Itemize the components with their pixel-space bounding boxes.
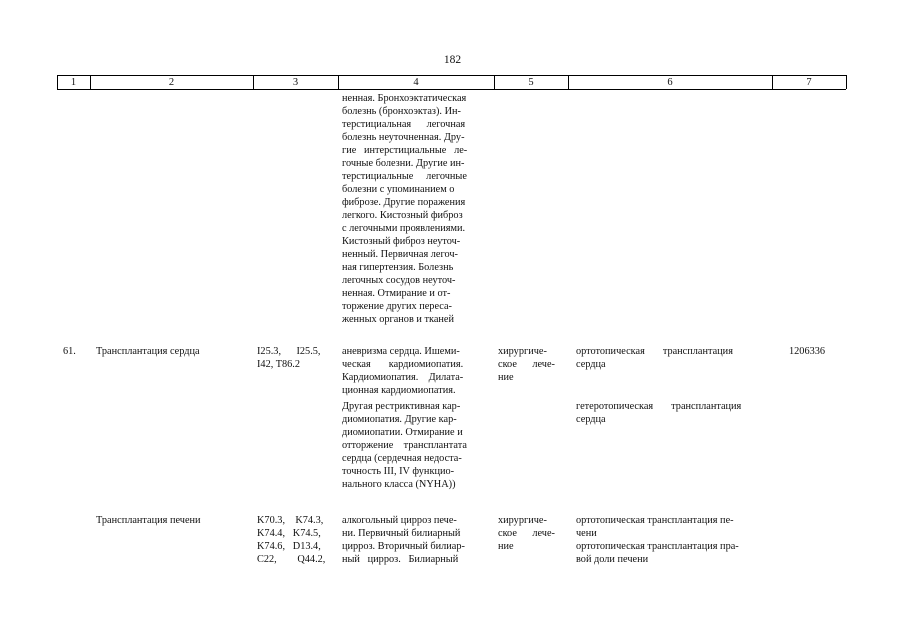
text-line: ционная кардиомиопатия. xyxy=(342,385,456,396)
text-line: гетеротопическая трансплантация xyxy=(576,401,742,412)
text-line: сердца (сердечная недоста- xyxy=(342,453,462,464)
text-line: I25.3, I25.5, xyxy=(257,346,321,357)
text-line: C22, Q44.2, xyxy=(257,554,326,565)
text-line: болезнь неуточненная. Дру- xyxy=(342,132,465,143)
text-line: ортотопическая трансплантация пе- xyxy=(576,515,734,526)
text-line: Кардиомиопатия. Дилата- xyxy=(342,372,464,383)
procedure-name: Трансплантация сердца xyxy=(96,346,200,357)
text-line: ортотопическая трансплантация пра- xyxy=(576,541,739,552)
text-line: ское лече- xyxy=(498,359,555,370)
text-line: диомиопатия. Другие кар- xyxy=(342,414,457,425)
text-line: хирургиче- xyxy=(498,515,547,526)
column-number: 1 xyxy=(70,77,77,88)
text-line: точность III, IV функцио- xyxy=(342,466,455,477)
text-line: легочных сосудов неуточ- xyxy=(342,275,456,286)
table-header-rule xyxy=(57,89,846,90)
text-line: ненная. Отмирание и от- xyxy=(342,288,451,299)
text-line: болезни с упоминанием о xyxy=(342,184,455,195)
text-line: хирургиче- xyxy=(498,346,547,357)
text-line: фиброзе. Другие поражения xyxy=(342,197,466,208)
text-line: гочные болезни. Другие ин- xyxy=(342,158,465,169)
column-number: 2 xyxy=(168,77,175,88)
cost-value: 1206336 xyxy=(789,346,826,357)
column-number: 3 xyxy=(292,77,299,88)
text-line: нального класса (NYHA)) xyxy=(342,479,456,490)
text-line: алкогольный цирроз пече- xyxy=(342,515,457,526)
column-number: 5 xyxy=(528,77,534,88)
text-line: I42, T86.2 xyxy=(257,359,300,370)
text-line: вой доли печени xyxy=(576,554,649,565)
text-line: женных органов и тканей xyxy=(342,314,454,325)
text-line: гие интерстициальные ле- xyxy=(342,145,468,156)
text-line: терстициальные легочные xyxy=(342,171,467,182)
text-line: Кистозный фиброз неуточ- xyxy=(342,236,461,247)
text-line: чени xyxy=(576,528,597,539)
column-number: 4 xyxy=(413,77,419,88)
text-line: ское лече- xyxy=(498,528,555,539)
text-line: ние xyxy=(498,372,514,383)
text-line: отторжение трансплантата xyxy=(342,440,467,451)
procedure-name: Трансплантация печени xyxy=(96,515,201,526)
text-line: ни. Первичный билиарный xyxy=(342,528,461,539)
text-line: аневризма сердца. Ишеми- xyxy=(342,346,460,357)
text-line: ческая кардиомиопатия. xyxy=(342,359,464,370)
text-line: K74.4, K74.5, xyxy=(257,528,321,539)
text-line: ненная. Бронхоэктатическая xyxy=(342,93,467,104)
text-line: K74.6, D13.4, xyxy=(257,541,321,552)
column-number: 6 xyxy=(667,77,673,88)
text-line: цирроз. Вторичный билиар- xyxy=(342,541,465,552)
text-line: ненный. Первичная легоч- xyxy=(342,249,458,260)
text-line: торжение других переса- xyxy=(342,301,452,312)
text-line: терстициальная легочная xyxy=(342,119,466,130)
row-number: 61. xyxy=(63,346,76,357)
text-line: диомиопатии. Отмирание и xyxy=(342,427,463,438)
text-line: болезнь (бронхоэктаз). Ин- xyxy=(342,106,461,117)
text-line: Другая рестриктивная кар- xyxy=(342,401,461,412)
header-divider xyxy=(846,75,847,89)
text-line: с легочными проявлениями. xyxy=(342,223,466,234)
text-line: ортотопическая трансплантация xyxy=(576,346,733,357)
text-line: сердца xyxy=(576,359,606,370)
text-line: легкого. Кистозный фиброз xyxy=(342,210,463,221)
text-line: K70.3, K74.3, xyxy=(257,515,324,526)
text-line: ная гипертензия. Болезнь xyxy=(342,262,454,273)
text-line: ный цирроз. Билиарный xyxy=(342,554,459,565)
page-number: 182 xyxy=(443,54,462,66)
text-line: ние xyxy=(498,541,514,552)
text-line: сердца xyxy=(576,414,606,425)
column-number: 7 xyxy=(806,77,812,88)
